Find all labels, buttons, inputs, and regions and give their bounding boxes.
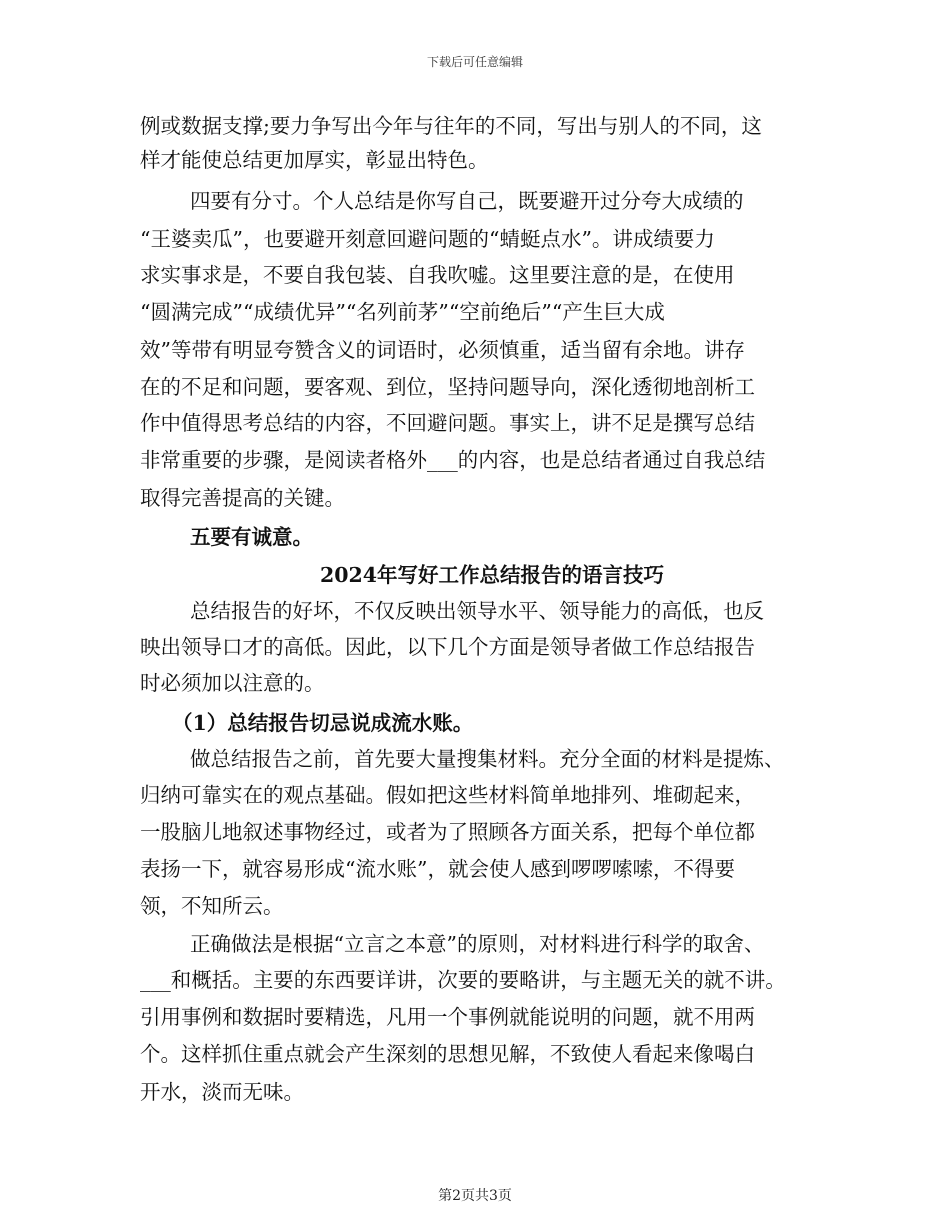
page-header: 下载后可任意编辑 <box>426 55 523 69</box>
paragraph-line: 求实事求是，不要自我包装、自我吹嘘。这里要注意的是，在使用 <box>140 263 735 287</box>
paragraph-line: 效”等带有明显夸赞含义的词语时，必须慎重，适当留有余地。讲存 <box>140 338 745 362</box>
paragraph-line: 时必须加以注意的。 <box>140 671 325 695</box>
paragraph-line: 归纳可靠实在的观点基础。假如把这些材料简单地排列、堆砌起来， <box>140 783 755 807</box>
paragraph-line: 表扬一下，就容易形成“流水账”，就会使人感到啰啰嗦嗦，不得要 <box>140 857 735 881</box>
paragraph-line: “圆满完成”“成绩优异”“名列前茅”“空前绝后”“产生巨大成 <box>140 300 665 324</box>
page-footer: 第2页共3页 <box>438 1188 512 1204</box>
paragraph-line: 做总结报告之前，首先要大量搜集材料。充分全面的材料是提炼、 <box>190 747 785 771</box>
paragraph-line: 样才能使总结更加厚实，彰显出特色。 <box>140 148 489 172</box>
article-title: 2024年写好工作总结报告的语言技巧 <box>320 563 665 587</box>
paragraph-line: 例或数据支撑;要力争写出今年与往年的不同，写出与别人的不同，这 <box>140 114 762 138</box>
paragraph-line: 四要有分寸。个人总结是你写自己，既要避开过分夸大成绩的 <box>190 189 744 213</box>
paragraph-line: 总结报告的好坏，不仅反映出领导水平、领导能力的高低，也反 <box>190 599 764 623</box>
paragraph-line: 一股脑儿地叙述事物经过，或者为了照顾各方面关系，把每个单位都 <box>140 820 755 844</box>
section-heading: （1）总结报告切忌说成流水账。 <box>172 711 474 735</box>
paragraph-line: 引用事例和数据时要精选，凡用一个事例就能说明的问题，就不用两 <box>140 1005 755 1029</box>
section-heading: 五要有诚意。 <box>190 525 313 549</box>
paragraph-line: 开水，淡而无味。 <box>140 1080 304 1104</box>
paragraph-line: 作中值得思考总结的内容，不回避问题。事实上，讲不足是撰写总结 <box>140 411 755 435</box>
paragraph-line: 非常重要的步骤，是阅读者格外___的内容，也是总结者通过自我总结 <box>140 448 766 472</box>
paragraph-line: 映出领导口才的高低。因此，以下几个方面是领导者做工作总结报告 <box>140 635 755 659</box>
paragraph-line: 在的不足和问题，要客观、到位，坚持问题导向，深化透彻地剖析工 <box>140 375 755 399</box>
paragraph-line: 取得完善提高的关键。 <box>140 486 345 510</box>
paragraph-line: 正确做法是根据“立言之本意”的原则，对材料进行科学的取舍、 <box>190 932 765 956</box>
paragraph-line: ___和概括。主要的东西要详讲，次要的要略讲，与主题无关的就不讲。 <box>140 968 786 992</box>
paragraph-line: 领，不知所云。 <box>140 894 284 918</box>
paragraph-line: “王婆卖瓜”，也要避开刻意回避问题的“蜻蜓点水”。讲成绩要力 <box>140 227 715 251</box>
paragraph-line: 个。这样抓住重点就会产生深刻的思想见解，不致使人看起来像喝白 <box>140 1042 755 1066</box>
